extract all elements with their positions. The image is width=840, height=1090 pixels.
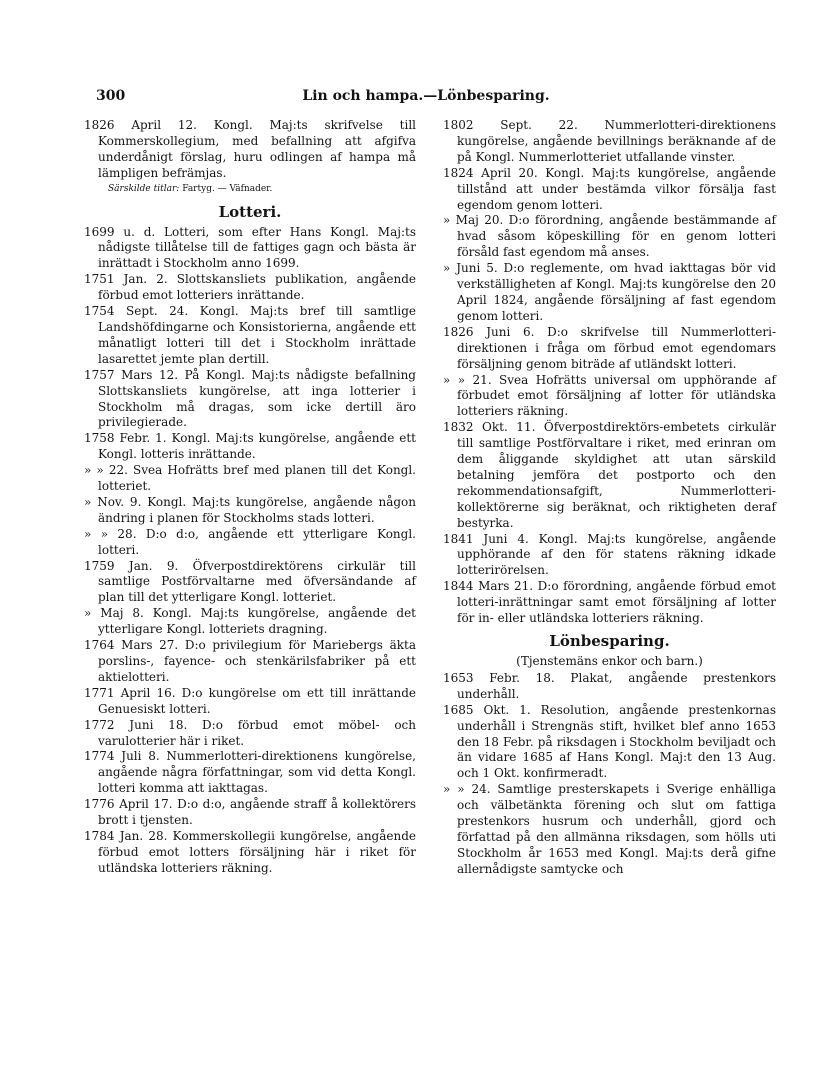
list-item: 1757 Mars 12. På Kongl. Maj:ts nådigste befallning Slottskansliets kungörelse, att inga lotterier i Stockholm må dragas, som icke dertill äro privilegierade. bbox=[84, 367, 416, 430]
list-item: 1771 April 16. D:o kungörelse om ett till inrättande Genuesiskt lotteri. bbox=[84, 685, 416, 716]
list-item: 1754 Sept. 24. Kongl. Maj:ts bref till samtlige Landshöfdingarne och Konsistorierna, angående ett månatligt lotteri till det i Stockholm inrättade lasarettet jemte plan dertill. bbox=[84, 304, 416, 366]
list-item: 1824 April 20. Kongl. Maj:ts kungörelse, angående tillstånd att under bestämda vilkor försälja fast egendom genom lotteri. bbox=[443, 165, 776, 212]
list-item: 1759 Jan. 9. Öfverpostdirektörens cirkulär till samtlige Postförvaltarne med öfversändande af plan till det ytterligare Kongl. lotteriet. bbox=[84, 558, 416, 605]
list-item: » » 21. Svea Hofrätts universal om upphörande af förbudet emot försäljning af lotter för utländska lotteriers räkning. bbox=[443, 372, 776, 419]
special-titles-note bbox=[84, 182, 416, 198]
list-item: » Nov. 9. Kongl. Maj:ts kungörelse, angående någon ändring i planen för Stockholms stads lotteri. bbox=[84, 494, 416, 525]
list-item: 1774 Juli 8. Nummerlotteri-direktionens kungörelse, angående några författningar, som vid detta Kongl. lotteri komma att iakttagas. bbox=[84, 749, 416, 796]
list-item: 1685 Okt. 1. Resolution, angående prestenkornas underhåll i Strengnäs stift, hvilket blef anno 1653 den 18 Febr. på riksdagen i Stockholm beviljadt och än vidare 1685 af Hans Kongl. Maj:t den 13 Aug. och 1 Okt. konfirmeradt. bbox=[443, 702, 776, 781]
list-item: » Maj 20. D:o förordning, angående bestämmande af hvad såsom köpeskilling för en genom lotteri försåld fast egendom må anses. bbox=[443, 213, 776, 260]
entry-1826-april-12: 1826 April 12. Kongl. Maj:ts skrifvelse till Kommerskollegium, med befallning att afgifva underdånigt förslag, huru odlingen af hampa må lämpligen befrämjas. bbox=[84, 118, 416, 180]
right-column bbox=[443, 118, 776, 878]
list-item: » » 28. D:o d:o, angående ett ytterligare Kongl. lotteri. bbox=[84, 526, 416, 557]
section-subheading: (Tjenstemäns enkor och barn.) bbox=[516, 654, 703, 668]
list-item: » » 24. Samtlige presterskapets i Sverige enhälliga och välbetänkta förening och slut om fattiga prestenkors husrum och underhåll, gjord och författad på den allmänna riksdagen, som hölls uti Stockholm år 1653 med Kongl. Maj:ts derå gifne allernådigste samtycke och bbox=[443, 782, 776, 876]
list-item: » » 22. Svea Hofrätts bref med planen till det Kongl. lotteriet. bbox=[84, 463, 416, 494]
list-item: » Maj 8. Kongl. Maj:ts kungörelse, angående det ytterligare Kongl. lotteriets dragning. bbox=[84, 606, 416, 637]
list-item: 1826 Juni 6. D:o skrifvelse till Nummerlotteri-direktionen i fråga om förbud emot egendomars försäljning genom biträde af utländskt lotteri. bbox=[443, 324, 776, 371]
list-item: 1776 April 17. D:o d:o, angående straff å kollektörers brott i tjensten. bbox=[84, 797, 416, 828]
left-column bbox=[84, 118, 416, 877]
list-item: 1758 Febr. 1. Kongl. Maj:ts kungörelse, angående ett Kongl. lotteris inrättande. bbox=[84, 431, 416, 462]
list-item: » Juni 5. D:o reglemente, om hvad iakttagas bör vid verkställigheten af Kongl. Maj:ts kungörelse den 20 April 1824, angående försäljning af fast egendom genom lotteri. bbox=[443, 261, 776, 323]
section-heading-lonbesparing: Lönbesparing. bbox=[549, 632, 670, 650]
list-item: 1784 Jan. 28. Kommerskollegii kungörelse, angående förbud emot lotters försäljning här i riket för utländska lotteriers räkning. bbox=[84, 828, 416, 875]
page-number: 300 bbox=[96, 88, 126, 104]
list-item: 1764 Mars 27. D:o privilegium för Mariebergs äkta porslins-, fayence- och stenkärilsfabriker på ett aktielotteri. bbox=[84, 638, 416, 684]
note-text: Fartyg. — Väfnader. bbox=[182, 183, 273, 194]
section-heading-lotteri: Lotteri. bbox=[218, 202, 282, 221]
list-item: 1653 Febr. 18. Plakat, angående prestenkors underhåll. bbox=[443, 670, 776, 701]
list-item: 1699 u. d. Lotteri, som efter Hans Kongl. Maj:ts nådigste tillåtelse till de fattiges gagn och bästa är inrättadt i Stockholm anno 1699. bbox=[84, 224, 416, 271]
list-item: 1844 Mars 21. D:o förordning, angående förbud emot lotteri-inrättningar samt emot försäljning af lotter för in- eller utländska lotteriers räkning. bbox=[443, 579, 776, 626]
list-item: 1841 Juni 4. Kongl. Maj:ts kungörelse, angående upphörande af den för statens räkning idkade lotterirörelsen. bbox=[443, 531, 776, 578]
running-head: Lin och hampa.—Lönbesparing. bbox=[302, 88, 550, 104]
list-item: 1751 Jan. 2. Slottskansliets publikation, angående förbud emot lotteriers inrättande. bbox=[84, 272, 416, 303]
note-label: Särskilde titlar: bbox=[108, 183, 180, 194]
page-header bbox=[96, 88, 756, 112]
list-item: 1832 Okt. 11. Öfverpostdirektörs-embetets cirkulär till samtlige Postförvaltare i riket, med erinran om dem åliggande skyldighet att utan särskild betalning jemföra det postporto och den rekommendationsafgift, Nummerlotteri-kollektörerne sig beräknat, och riktigheten deraf bestyrka. bbox=[443, 420, 776, 530]
list-item: 1802 Sept. 22. Nummerlotteri-direktionens kungörelse, angående bevillnings beräknande af de på Kongl. Nummerlotteriet utfallande vinster. bbox=[443, 118, 776, 164]
list-item: 1772 Juni 18. D:o förbud emot möbel- och varulotterier här i riket. bbox=[84, 717, 416, 748]
